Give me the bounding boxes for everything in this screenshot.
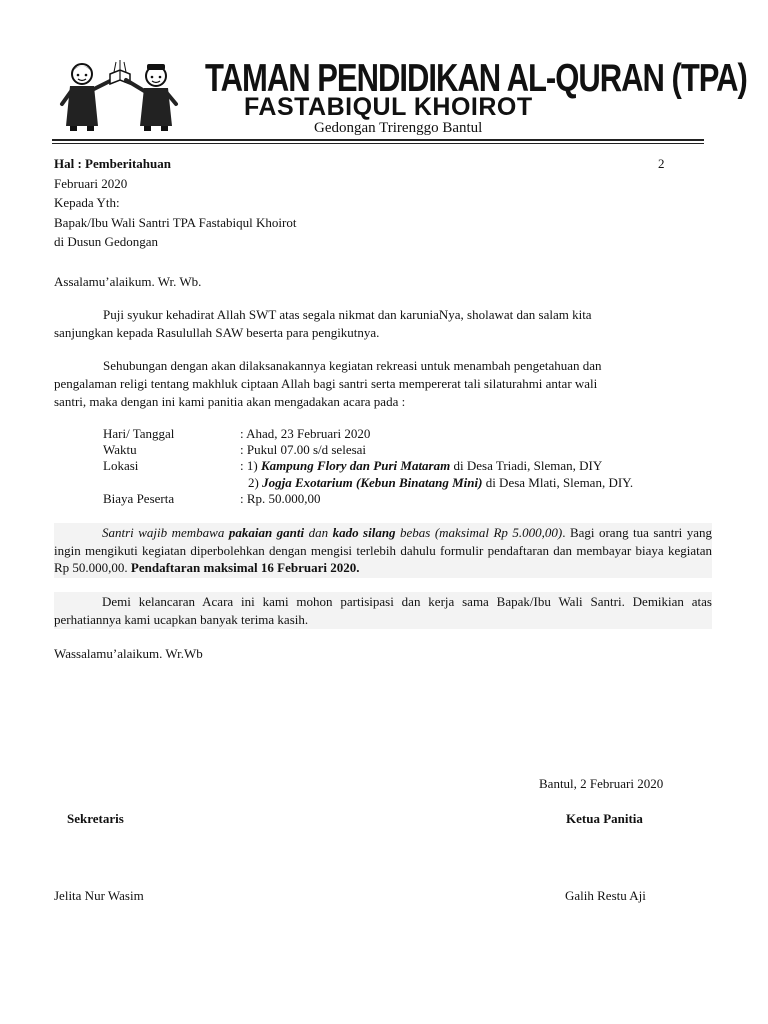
time-label: Waktu [103,442,137,457]
location-1-name: Kampung Flory dan Puri Mataram [260,458,451,473]
letter-date-top: Februari 2020 [54,176,128,191]
location-2-suffix: di Desa Mlati, Sleman, DIY. [482,475,634,490]
para3-text-2: dan [304,525,333,540]
para3-gift-limit: bebas (maksimal Rp 5.000,00) [395,525,563,540]
location-2-name: Jogja Exotarium (Kebun Binatang Mini) [262,475,483,490]
para3-text-1: Santri wajib membawa [102,525,229,540]
time-value: : Pukul 07.00 s/d selesai [240,442,367,457]
school-title: TAMAN PENDIDIKAN AL-QURAN (TPA) [205,56,747,100]
to-label: Kepada Yth: [54,195,120,210]
para1-line1: Puji syukur kehadirat Allah SWT atas segala nikmat dan karuniaNya, sholawat dan salam kita [103,307,592,322]
tpa-logo-illustration [58,58,182,134]
secretary-name: Jelita Nur Wasim [54,888,144,903]
para2-line1: Sehubungan dengan akan dilaksanakannya kegiatan rekreasi untuk menambah pengetahuan dan [103,358,602,373]
right-child-figure [126,64,176,131]
chairman-title: Ketua Panitia [566,811,643,826]
event-details [0,426,768,516]
para2-line2: pengalaman religi tentang makhluk ciptaan Allah bagi santri serta mempererat tali silaturahmi antar wali [54,376,598,391]
location-1-prefix: : 1) [240,458,261,473]
secretary-title: Sekretaris [67,811,124,826]
date-value: : Ahad, 23 Februari 2020 [240,426,371,441]
left-child-figure [62,64,116,131]
recipient-location: di Dusun Gedongan [54,234,158,249]
school-name: FASTABIQUL KHOIROT [244,93,533,121]
fee-value: : Rp. 50.000,00 [240,491,321,506]
para3-clothes: pakaian ganti [228,525,305,540]
para1-line2: sanjungkan kepada Rasulullah SAW beserta para pengikutnya. [54,325,380,340]
place-date: Bantul, 2 Februari 2020 [539,776,664,791]
greeting: Assalamu’alaikum. Wr. Wb. [54,274,202,289]
location-label: Lokasi [103,458,139,473]
date-label: Hari/ Tanggal [103,426,175,441]
para4-closing-remarks [54,592,712,629]
location-2-prefix: 2) [248,475,263,490]
chairman-name: Galih Restu Aji [565,888,646,903]
page-number: 2 [658,156,665,171]
location-2 [248,475,633,491]
para3-requirements [54,523,712,578]
fee-label: Biaya Peserta [103,491,175,506]
location-1 [240,458,602,474]
recipient: Bapak/Ibu Wali Santri TPA Fastabiqul Khoirot [54,215,297,230]
subject-line: Hal : Pemberitahuan [54,156,171,171]
para2-line3: santri, maka dengan ini kami panitia akan mengadakan acara pada : [54,394,406,409]
header-divider-thin [52,143,704,144]
para3-gift: kado silang [332,525,396,540]
closing-greeting: Wassalamu’alaikum. Wr.Wb [54,646,203,661]
para4-text: Demi kelancaran Acara ini kami mohon partisipasi dan kerja sama Bapak/Ibu Wali Santri. Demikian atas perhatiannya kami ucapkan banyak terima kasih. [54,594,712,627]
para3-text-3: . Bagi orang tua santri yang ingin mengikuti kegiatan diperbolehkan dengan mengisi terlebih dahulu formulir pendaftaran dan membayar biaya kegiatan Rp 50.000,00. [54,525,713,575]
location-1-suffix: di Desa Triadi, Sleman, DIY [450,458,603,473]
registration-deadline: Pendaftaran maksimal 16 Februari 2020. [130,560,360,575]
school-address: Gedongan Trirenggo Bantul [314,120,483,136]
header-divider-thick [52,139,704,141]
